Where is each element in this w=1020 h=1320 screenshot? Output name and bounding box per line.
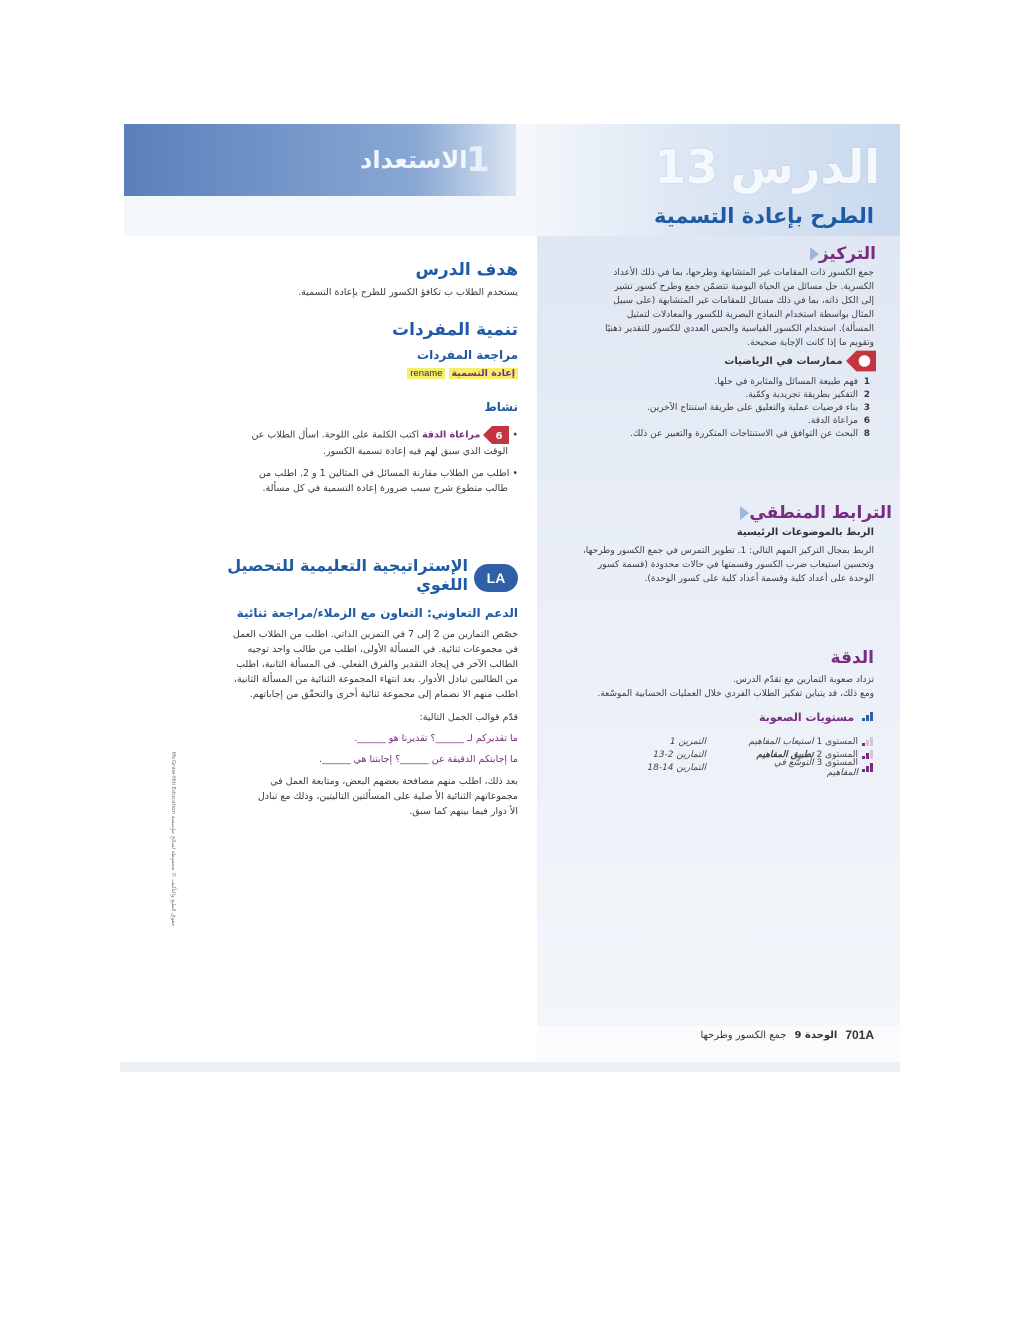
rigor-text: تزداد صعوبة التمارين مع تقدّم الدرس. ومع ذلك، قد يتباين تفكير الطلاب الفردي خلال العمليات الحسابية الموسّعة. <box>597 675 874 699</box>
practices-list <box>570 376 870 441</box>
lesson-word: الدرس <box>730 140 880 194</box>
vocabulary-subheading: مراجعة المفردات <box>417 348 518 362</box>
activity-bullet-2: • اطلب من الطلاب مقارنة المسائل في المثالين 1 و 2. اطلب من طالب متطوع شرح سبب ضرورة إعادة التسمية في كل مسألة. <box>258 468 518 494</box>
practice-item: 6 مراعاة الدقة. <box>808 416 870 426</box>
banner-fade <box>124 196 534 236</box>
practice-item: 3 بناء فرضيات عملية والتعليق على طريقة استنتاج الآخرين. <box>647 403 870 413</box>
unit-label: الوحدة 9 <box>794 1029 838 1041</box>
triangle-marker-icon <box>810 247 819 261</box>
practice-item: 2 التفكير بطريقة تجريدية وكمّية. <box>745 390 870 400</box>
page-footer <box>700 1028 874 1042</box>
lesson-number: 13 <box>654 140 719 194</box>
activity-heading: نشاط <box>484 400 518 414</box>
focus-heading: التركيز <box>806 244 876 264</box>
term-arabic: إعادة التسمية <box>449 368 518 379</box>
prep-number: 1 <box>466 140 490 180</box>
unit-title: جمع الكسور وطرحها <box>700 1029 787 1041</box>
activity-bullet-1: • 6 مراعاة الدقة اكتب الكلمة على اللوحة. اسأل الطلاب عن الوقت الذي سبق لهم فيه إعادة تسمية الكسور. <box>218 426 518 459</box>
frames-intro: قدّم قوالب الجمل التالية: <box>419 712 518 723</box>
vocabulary-term <box>407 368 518 379</box>
la-badge: LA <box>474 564 518 592</box>
level-3-bars-icon <box>862 763 874 772</box>
level-1-bars-icon <box>862 737 874 746</box>
footer-band <box>120 1062 900 1072</box>
strategy-heading: الإستراتيجية التعليمية للتحصيل اللغوي <box>227 556 468 594</box>
levels-table <box>634 735 874 778</box>
prep-title: الاستعداد <box>360 146 468 174</box>
objective-heading: هدف الدرس <box>415 260 518 280</box>
vocabulary-heading: تنمية المفردات <box>392 320 518 340</box>
practice-item: 8 البحث عن التوافق في الاستنتاجات المتكررة والتعبير عن ذلك. <box>630 429 870 439</box>
level-2-bars-icon <box>862 750 874 759</box>
copyright-credit: حقوق الطبع والتأليف © محفوظة لصالح مؤسسة McGraw-Hill Education <box>170 752 176 927</box>
practice-item: 1 فهم طبيعة المسائل والمثابرة في حلها. <box>714 377 870 387</box>
rigor-heading: الدقة <box>830 648 874 668</box>
sentence-frame-2: ما إجابتكم الدقيقة عن ______؟ إجابتنا هي ______. <box>318 754 518 765</box>
activity-label: مراعاة الدقة <box>422 429 481 441</box>
precision-practice-icon <box>483 426 509 444</box>
coherence-heading: الترابط المنطقي <box>736 503 892 523</box>
coherence-subheading: الربط بالموضوعات الرئيسية <box>736 527 874 538</box>
level-row-2: المستوى 2 تطبيق المفاهيم التمارين 2-13 <box>634 748 874 761</box>
strategy-paragraph-1: خصّص التمارين من 2 إلى 7 في التمرين الذاتي. اطلب من الطلاب العمل في مجموعات ثنائية. في المسألة الأولى، اطلب من طالب واحد توجيه الطالب الآخر في إيجاد التقدير والفرق الفعلي. في المسألة الثانية، اطلب من الطالبين تبادل الأدوار. بعد انتهاء المجموعة الثنائية من المسألة الثانية، اطلب منهم الا نضمام إلى مجموعة ثنائية أخرى والتحقّق من إجاباتهم. <box>232 629 518 700</box>
svg-text:6: 6 <box>495 431 503 442</box>
level-row-1: المستوى 1 استيعاب المفاهيم التمرين 1 <box>634 735 874 748</box>
strategy-paragraph-2: بعد ذلك، اطلب منهم مصافحة بعضهم البعض، ومتابعة العمل في مجموعاتهم الثنائية الأ صلية على المسألتين التاليتين، وذلك مع تبادل الأ دوار فيما بينهم كما سبق. <box>257 776 518 817</box>
sentence-frame-1: ما تقديركم لـ ______؟ تقديرنا هو ______. <box>354 733 518 744</box>
coherence-text: الربط بمجال التركيز المهم التالي: 1. تطوير التمرس في جمع الكسور وطرحها، وتحسين استيعاب ضرب الكسور وقسمتها في حالات محدودة (قسمة كسور الوحدة على أعداد كلية وقسمة أعداد كلية على كسور الوحدة). <box>582 546 874 584</box>
term-english: rename <box>407 368 445 379</box>
lesson-title: الطرح بإعادة التسمية <box>654 204 874 228</box>
math-practices-icon <box>846 350 876 372</box>
objective-text: يستخدم الطلاب ب تكافؤ الكسور للطرح بإعادة التسمية. <box>298 287 518 298</box>
focus-text: جمع الكسور ذات المقامات غير المتشابهة وطرحها، بما في ذلك الأعداد الكسرية. حل مسائل من الحياة اليومية تتضمّن جمع وطرح كسور تشير إلى الكل ذاته، بما في ذلك مسائل للمقامات غير المتشابهة (على سبيل المثال بواسطة استخدام النماذج البصرية للكسور والمعادلات لتمثيل المسألة). استخدام الكسور القياسية والحس العددي للكسور للتقدير ذهنيًا وتقويم ما إذا كانت الإجابة صحيحة. <box>604 268 874 348</box>
levels-heading: مستويات الصعوبة <box>759 711 874 724</box>
strategy-subheading: الدعم التعاوني: التعاون مع الزملاء/مراجعة ثنائية <box>236 606 518 620</box>
lesson-heading <box>654 140 880 194</box>
practices-heading: ممارسات في الرياضيات <box>724 350 876 372</box>
page-number: 701A <box>845 1028 874 1042</box>
levels-bars-icon <box>862 712 874 721</box>
level-row-3: المستوى 3 التوسّع في المفاهيم التمارين 14-18 <box>634 761 874 774</box>
